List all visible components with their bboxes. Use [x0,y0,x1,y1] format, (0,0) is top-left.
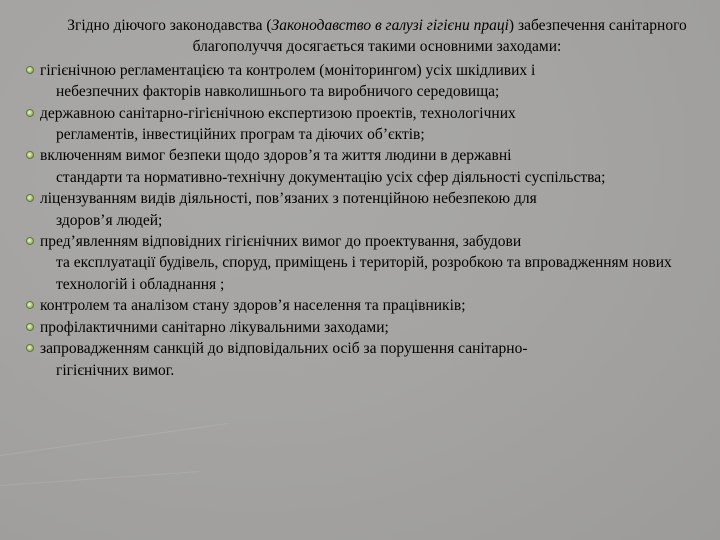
list-item [26,103,698,146]
decorative-line [0,423,228,456]
list-item-continuation: гігієнічних вимог. [56,361,175,379]
decorative-line [0,471,200,486]
intro-text-start: Згідно діючого законодавства ( [67,17,272,34]
list-item [26,60,698,103]
list-item-continuation: здоров’я людей; [56,211,163,229]
list-item [26,317,698,338]
list-item-continuation: та експлуатації будівель, споруд, приміщень і територій, розробкою та впровадженням нових технологій і обладнання ; [56,254,672,293]
bullet-icon [26,237,34,245]
list-item-first-line: державною санітарно-гігієнічною експертизою проектів, технологічних [40,104,516,122]
intro-text-end: ) забезпечення санітарного благополуччя досягається такими основними заходами: [192,17,687,56]
list-item-first-line: ліцензуванням видів діяльності, пов’язаних з потенційною небезпекою для [40,190,537,208]
measures-list [26,60,698,381]
list-item [26,231,698,295]
list-item-first-line: профілактичними санітарно лікувальними заходами; [40,318,389,336]
slide-content [26,15,698,381]
list-item [26,145,698,188]
list-item-first-line: включенням вимог безпеки щодо здоров’я та життя людини в державні [40,147,512,165]
list-item-first-line: запровадженням санкцій до відповідальних осіб за порушення санітарно- [40,340,528,358]
list-item [26,295,698,316]
list-item-first-line: гігієнічною регламентацією та контролем (моніторингом) усіх шкідливих і [40,61,536,79]
intro-law-title: Законодавство в галузі гігієни праці [271,17,509,34]
intro-paragraph [62,15,692,58]
list-item-first-line: контролем та аналізом стану здоров’я населення та працівників; [40,297,466,315]
list-item-continuation: стандарти та нормативно-технічну документацію усіх сфер діяльності суспільства; [56,168,606,186]
bullet-icon [26,66,34,74]
bullet-icon [26,194,34,202]
list-item [26,188,698,231]
bullet-icon [26,151,34,159]
list-item [26,338,698,381]
list-item-continuation: регламентів, інвестиційних програм та діючих об’єктів; [56,126,425,144]
bullet-icon [26,323,34,331]
bullet-icon [26,109,34,117]
list-item-first-line: пред’явленням відповідних гігієнічних вимог до проектування, забудови [40,233,522,251]
list-item-continuation: небезпечних факторів навколишнього та виробничого середовища; [56,83,500,101]
bullet-icon [26,301,34,309]
bullet-icon [26,344,34,352]
